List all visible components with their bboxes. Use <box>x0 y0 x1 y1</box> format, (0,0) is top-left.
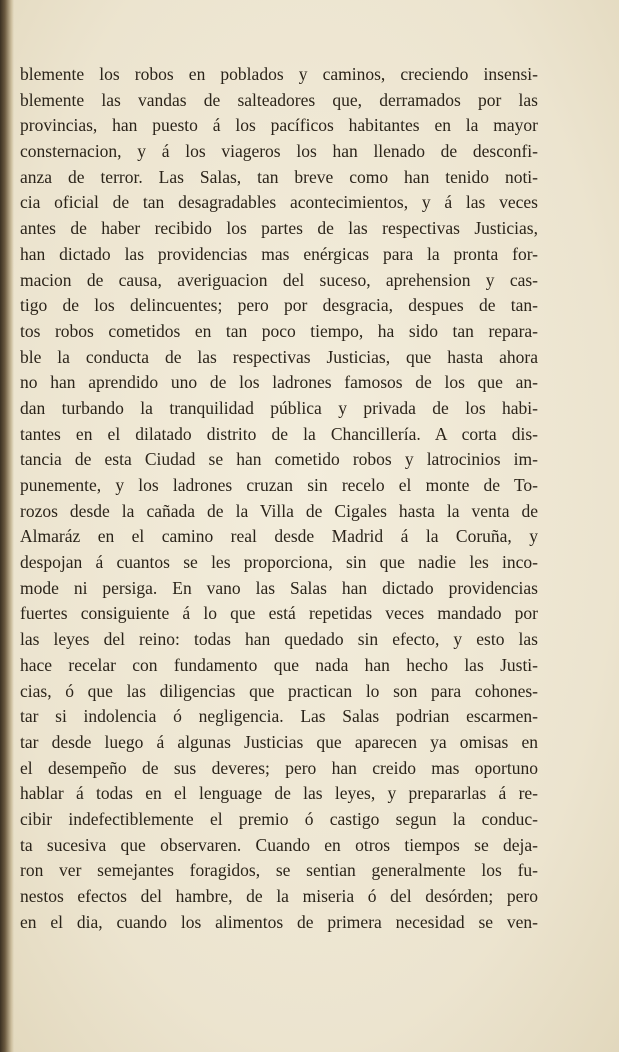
text-line: hace recelar con fundamento que nada han hecho las Justi- <box>20 654 538 675</box>
text-line: mode ni persiga. En vano las Salas han dictado providencias <box>20 577 538 598</box>
text-line: ron ver semejantes foragidos, se sentian generalmente los fu- <box>20 860 538 881</box>
text-line: tigo de los delincuentes; pero por desgracia, despues de tan- <box>20 295 538 316</box>
text-line: cias, ó que las diligencias que practican lo son para cohones- <box>20 680 538 701</box>
text-line: tantes en el dilatado distrito de la Chancillería. A corta dis- <box>20 423 538 444</box>
text-line: las leyes del reino: todas han quedado sin efecto, y esto las <box>20 629 538 650</box>
text-line: nestos efectos del hambre, de la miseria ó del desórden; pero <box>20 886 538 906</box>
text-line: han dictado las providencias mas enérgicas para la pronta for- <box>20 243 538 264</box>
text-line: blemente las vandas de salteadores que, derramados por las <box>20 89 538 110</box>
text-line: cia oficial de tan desagradables acontecimientos, y á las veces <box>20 192 538 213</box>
text-line: en el dia, cuando los alimentos de primera necesidad se ven- <box>20 911 538 932</box>
text-line: Almaráz en el camino real desde Madrid á la Coruña, y <box>20 526 538 547</box>
text-line: hablar á todas en el lenguage de las leyes, y prepararlas á re- <box>20 783 538 804</box>
body-text <box>20 62 538 935</box>
text-line: el desempeño de sus deveres; pero han creido mas oportuno <box>20 757 538 778</box>
text-line: punemente, y los ladrones cruzan sin recelo el monte de To- <box>20 475 538 495</box>
text-line: tar si indolencia ó negligencia. Las Salas podrian escarmen- <box>20 706 538 727</box>
text-line: antes de haber recibido los partes de las respectivas Justicias, <box>20 218 538 239</box>
text-line: cibir indefectiblemente el premio ó castigo segun la conduc- <box>20 808 538 829</box>
text-line: rozos desde la cañada de la Villa de Cigales hasta la venta de <box>20 500 538 521</box>
text-line: no han aprendido uno de los ladrones famosos de los que an- <box>20 372 538 393</box>
text-line: fuertes consiguiente á lo que está repetidas veces mandado por <box>20 603 538 624</box>
text-line: tos robos cometidos en tan poco tiempo, ha sido tan repara- <box>20 320 538 341</box>
text-line: consternacion, y á los viageros los han llenado de desconfi- <box>20 141 538 162</box>
text-line: despojan á cuantos se les proporciona, sin que nadie les inco- <box>20 552 538 573</box>
text-line: tancia de esta Ciudad se han cometido robos y latrocinios im- <box>20 449 538 470</box>
page-gutter-shadow <box>0 0 14 1052</box>
text-line: provincias, han puesto á los pacíficos habitantes en la mayor <box>20 115 538 136</box>
text-line: ble la conducta de las respectivas Justicias, que hasta ahora <box>20 346 538 367</box>
text-line: blemente los robos en poblados y caminos, creciendo insensi- <box>20 64 538 84</box>
text-line: dan turbando la tranquilidad pública y privada de los habi- <box>20 397 538 418</box>
text-line: macion de causa, averiguacion del suceso, aprehension y cas- <box>20 269 538 290</box>
text-line: anza de terror. Las Salas, tan breve como han tenido noti- <box>20 166 538 187</box>
text-line: tar desde luego á algunas Justicias que aparecen ya omisas en <box>20 731 538 752</box>
text-line: ta sucesiva que observaren. Cuando en otros tiempos se deja- <box>20 834 538 855</box>
